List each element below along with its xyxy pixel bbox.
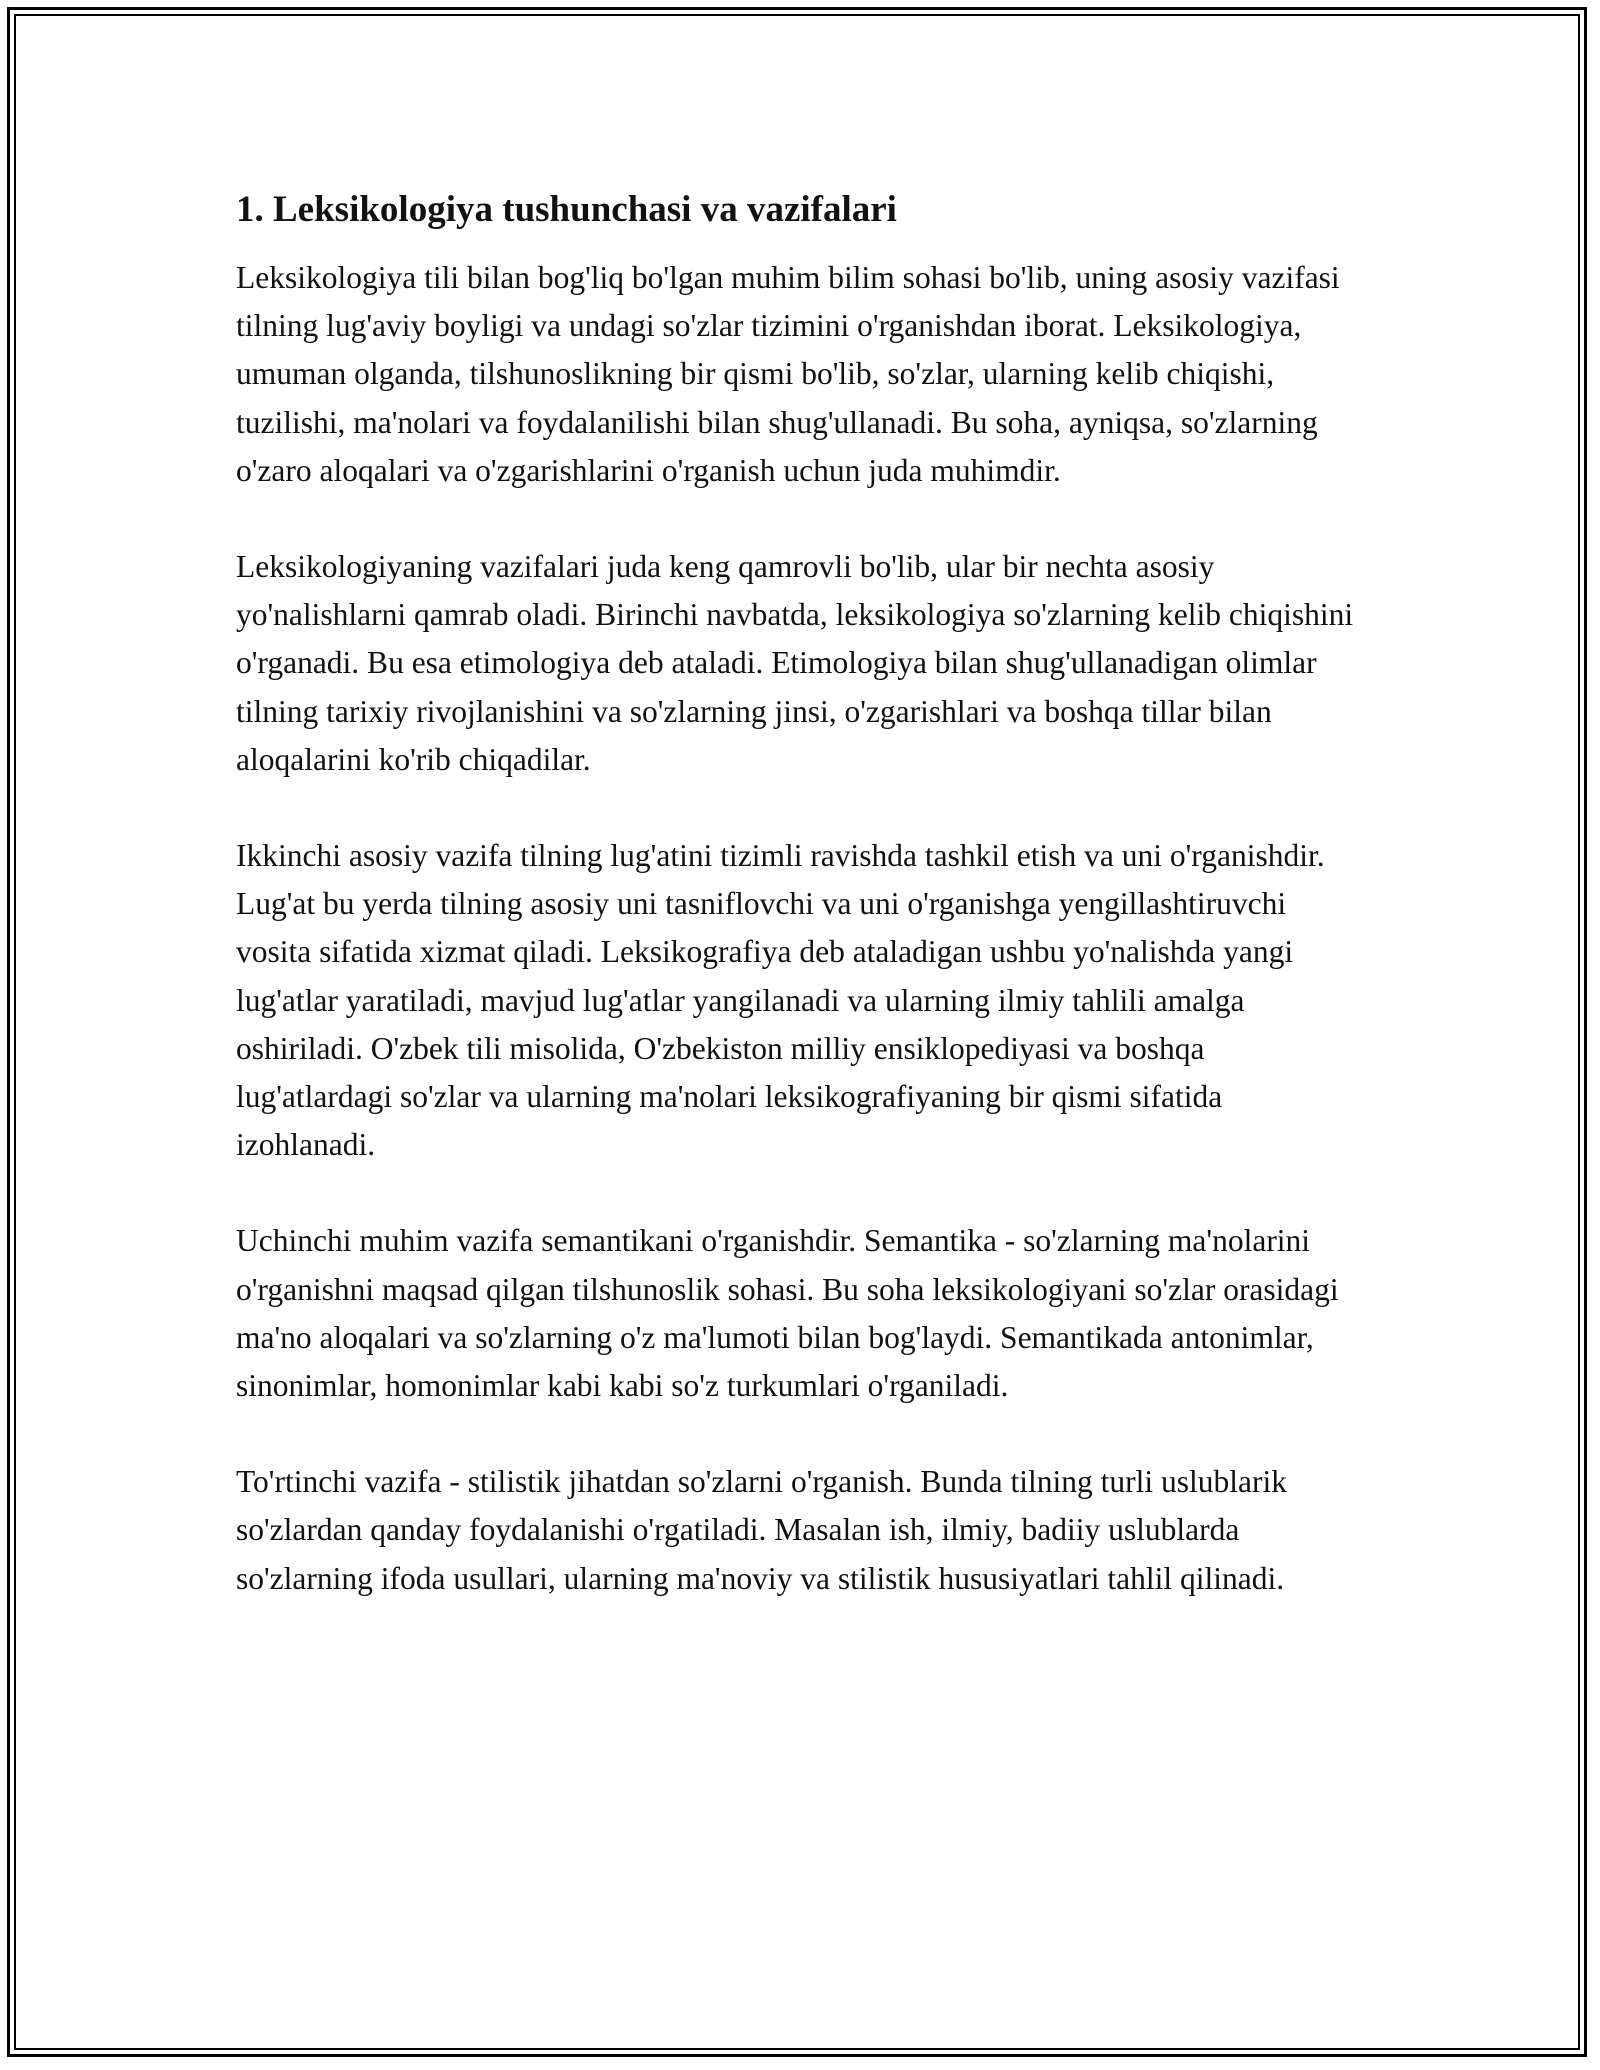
paragraph-4: Uchinchi muhim vazifa semantikani o'rganishdir. Semantika - so'zlarning ma'nolarini o'rganishni maqsad qilgan tilshunoslik sohasi. Bu soha leksikologiyani so'zlar orasidagi ma'no aloqalari va so'zlarning o'z ma'lumoti bilan bog'laydi. Semantikada antonimlar, sinonimlar, homonimlar kabi kabi so'z turkumlari o'rganiladi. xyxy=(236,1223,1339,1404)
section-heading: 1. Leksikologiya tushunchasi va vazifalari xyxy=(236,189,897,230)
paragraph-3: Ikkinchi asosiy vazifa tilning lug'atini tizimli ravishda tashkil etish va uni o'rganishdir. Lug'at bu yerda tilning asosiy uni tasniflovchi va uni o'rganishga yengillashtiruvchi vosita sifatida xizmat qiladi. Leksikografiya deb ataladigan ushbu yo'nalishda yangi lug'atlar yaratiladi, mavjud lug'atlar yangilanadi va ularning ilmiy tahlili amalga oshiriladi. O'zbek tili misolida, O'zbekiston milliy ensiklopediyasi va boshqa lug'atlardagi so'zlar va ularning ma'nolari leksikografiyaning bir qismi sifatida izohlanadi. xyxy=(236,838,1325,1163)
paragraph-2: Leksikologiyaning vazifalari juda keng qamrovli bo'lib, ular bir nechta asosiy yo'nalishlarni qamrab oladi. Birinchi navbatda, leksikologiya so'zlarning kelib chiqishini o'rganadi. Bu esa etimologiya deb ataladi. Etimologiya bilan shug'ullanadigan olimlar tilning tarixiy rivojlanishini va so'zlarning jinsi, o'zgarishlari va boshqa tillar bilan aloqalarini ko'rib chiqadilar. xyxy=(236,549,1354,777)
paragraph-1: Leksikologiya tili bilan bog'liq bo'lgan muhim bilim sohasi bo'lib, uning asosiy vazifasi tilning lug'aviy boyligi va undagi so'zlar tizimini o'rganishdan iborat. Leksikologiya, umuman olganda, tilshunoslikning bir qismi bo'lib, so'zlar, ularning kelib chiqishi, tuzilishi, ma'nolari va foydalanilishi bilan shug'ullanadi. Bu soha, ayniqsa, so'zlarning o'zaro aloqalari va o'zgarishlarini o'rganish uchun juda muhimdir. xyxy=(236,260,1340,488)
document-body xyxy=(236,186,1368,1651)
paragraph-5: To'rtinchi vazifa - stilistik jihatdan so'zlarni o'rganish. Bunda tilning turli uslublarik so'zlardan qanday foydalanishi o'rgatiladi. Masalan ish, ilmiy, badiiy uslublarda so'zlarning ifoda usullari, ularning ma'noviy va stilistik hususiyatlari tahlil qilinadi. xyxy=(236,1464,1287,1596)
